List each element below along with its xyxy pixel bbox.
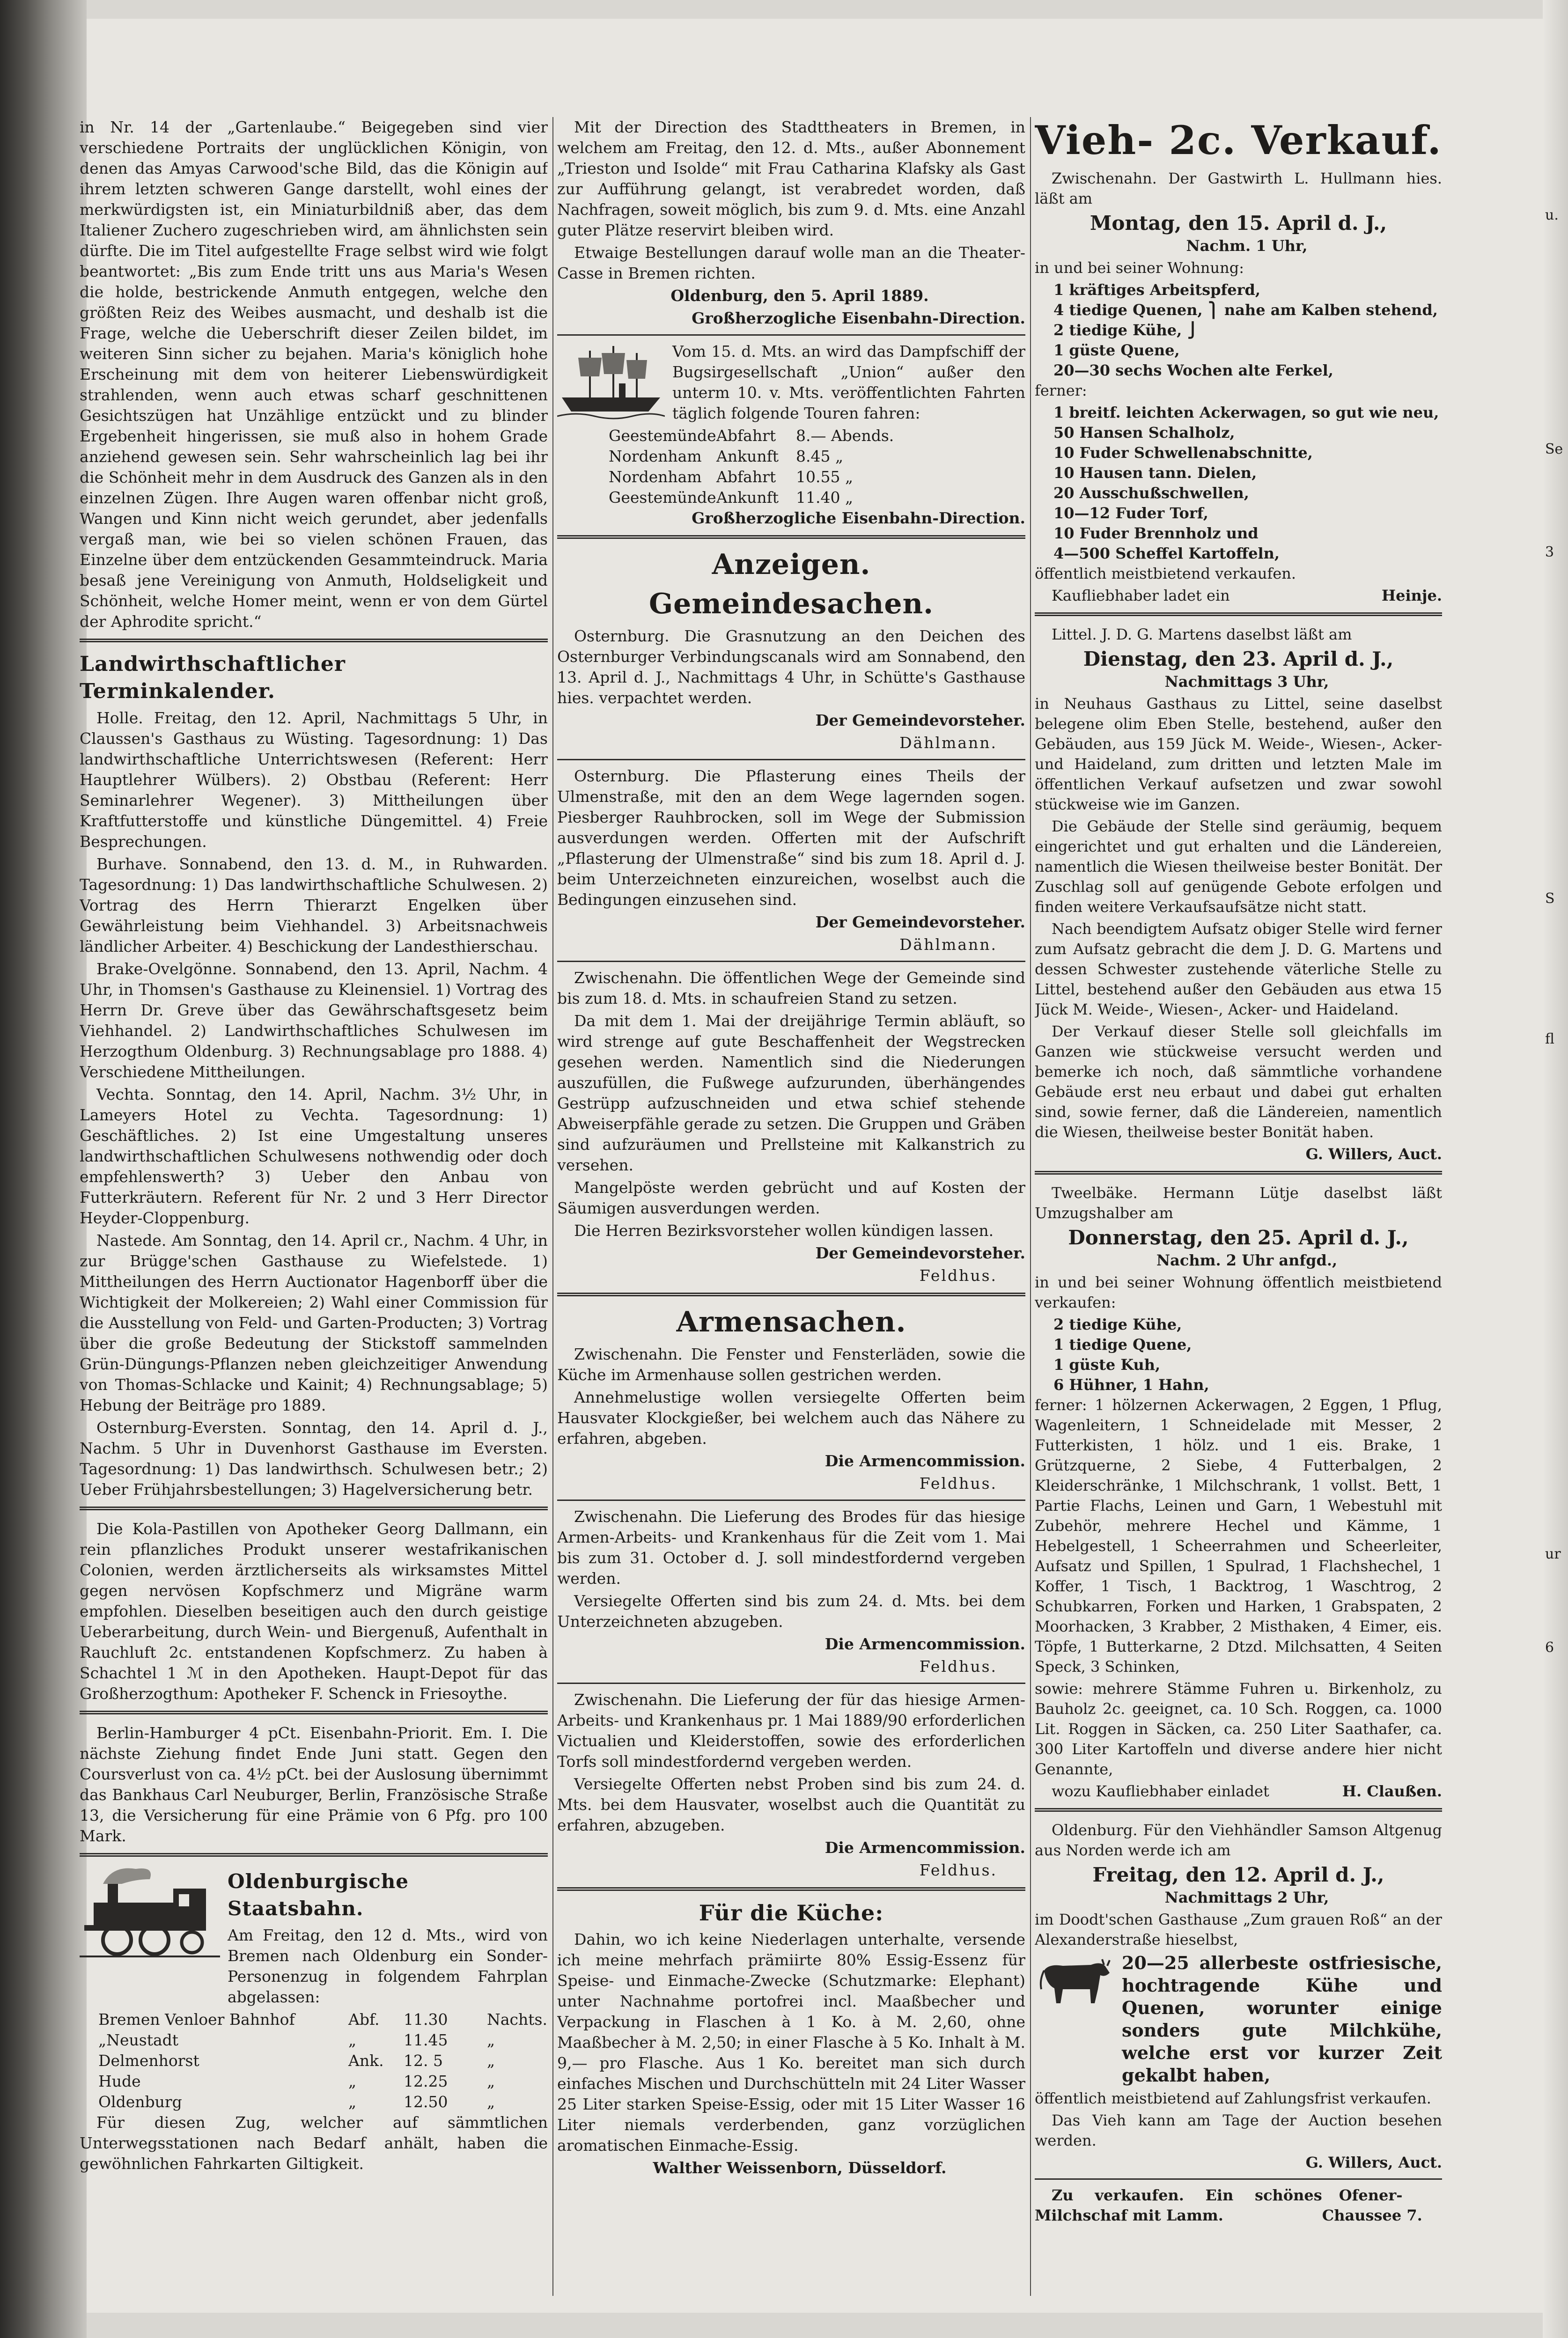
sale-item: 50 Hansen Schalholz, bbox=[1053, 424, 1235, 441]
bahn-schedule bbox=[98, 2009, 548, 2112]
gem1-name: Dählmann. bbox=[899, 734, 997, 752]
margin-fragment: 3 bbox=[1545, 544, 1554, 560]
v1-ferner: ferner: bbox=[1035, 382, 1087, 399]
schedule-suffix: „ bbox=[487, 2031, 495, 2049]
v1-end-row bbox=[1035, 586, 1442, 606]
schedule-mode: Abfahrt bbox=[716, 426, 776, 445]
schedule-mode: Abfahrt bbox=[716, 468, 776, 486]
divider bbox=[1035, 1171, 1442, 1176]
sale-item: 4 tiedige Quenen, ⎫ nahe am Kalben stehend, bbox=[1053, 301, 1438, 319]
sale-item: 6 Hühner, 1 Hahn, bbox=[1053, 1376, 1209, 1394]
schedule-time: 8.— Abends. bbox=[796, 426, 894, 445]
arm1-text2: Annehmelustige wollen versiegelte Offerten beim Hausvater Klockgießer, bei welchem auch das Nähere zu erfahren, abgeben. bbox=[557, 1388, 1025, 1448]
schedule-mode: Ankunft bbox=[716, 447, 779, 465]
kola-ad: Die Kola-Pastillen von Apotheker Georg Dallmann, ein rein pflanzliches Produkt unserer westafrikanischen Colonien, werden ärztlicherseits als wirksamstes Mittel gegen nervösen Kopfschmerz und Migräne warm empfohlen. Dieselben beseitigen auch den durch geistige Ueberarbeitung, durch Wein- und Biergenuß, Aufenthalt in Rauchluft 2c. entstandenen Kopfschmerz. Zu haben à Schachtel 1 ℳ in den Apotheken. Haupt-Depot für das Großherzogthum: Apotheker F. Schenck in Friesoythe. bbox=[80, 1520, 548, 1703]
schedule-station: Nordenham bbox=[609, 447, 702, 465]
sale-item: 10—12 Fuder Torf, bbox=[1053, 504, 1208, 522]
v1-items bbox=[1035, 280, 1442, 381]
v1-time: Nachm. 1 Uhr, bbox=[1186, 237, 1308, 255]
v3-intro: Tweelbäke. Hermann Lütje daselbst läßt Umzugshalber am bbox=[1035, 1184, 1442, 1222]
dampf-schedule bbox=[609, 426, 1025, 508]
gem3-text3: Mangelpöste werden gebrücht und auf Kosten der Säumigen ausverdungen werden. bbox=[557, 1178, 1025, 1217]
gem2-name: Dählmann. bbox=[899, 935, 997, 954]
schedule-mode: „ bbox=[348, 2031, 357, 2049]
dampf-ad bbox=[557, 341, 1025, 426]
cow-icon bbox=[1035, 1952, 1114, 2008]
sale-item: 10 Hausen tann. Dielen, bbox=[1053, 464, 1257, 482]
schedule-suffix: „ bbox=[487, 2072, 495, 2090]
v2-date: Dienstag, den 23. April d. J., bbox=[1083, 647, 1394, 670]
v4-text2: öffentlich meistbietend auf Zahlungsfrist verkaufen. bbox=[1035, 2089, 1431, 2107]
divider bbox=[557, 1293, 1025, 1298]
column-rule bbox=[1030, 117, 1031, 2296]
page-edge bbox=[1543, 0, 1568, 2338]
divider bbox=[1035, 1808, 1442, 1814]
schedule-station: Delmenhorst bbox=[98, 2051, 199, 2070]
v5-sig: Ofener-Chaussee 7. bbox=[1322, 2186, 1422, 2224]
divider bbox=[557, 1500, 1025, 1501]
dampf-text: Vom 15. d. Mts. an wird das Dampfschiff der Bugsirgesellschaft „Union“ außer den unterm 10. v. Mts. veröffentlichten Fahrten täglich folgende Touren fahren: bbox=[672, 342, 1025, 422]
kalender-entry: Brake-Ovelgönne. Sonnabend, den 13. April, Nachm. 4 Uhr, in Thomsen's Gasthause zu Kleinensiel. 1) Vortrag des Herrn Dr. Greve über das Gewährschaftsgesetz beim Viehhandel. 2) Landwirthschaftliches Schulwesen im Herzogthum Oldenburg. 3) Rechnungsablage pro 1888. 4) Verschiedene Mittheilungen. bbox=[80, 960, 548, 1081]
arm3-text2: Versiegelte Offerten nebst Proben sind bis zum 24. d. Mts. bei dem Hausvater, woselbst auch die Quantität zu erfahren, abzugeben. bbox=[557, 1775, 1025, 1834]
schedule-time: 11.30 bbox=[404, 2010, 448, 2029]
v3-sig: H. Claußen. bbox=[1342, 1782, 1442, 1800]
gem2-sig: Der Gemeindevorsteher. bbox=[815, 913, 1025, 931]
v3-lead: in und bei seiner Wohnung öffentlich meistbietend verkaufen: bbox=[1035, 1273, 1442, 1311]
berlin-ad: Berlin-Hamburger 4 pCt. Eisenbahn-Priorit. Em. I. Die nächste Ziehung findet Ende Juni statt. Gegen den Coursverlust von ca. 4½ pCt. bei der Auslosung übernimmt das Bankhaus Carl Neuburger, Berlin, Französische Straße 13, die Versicherung für eine Prämie von 6 Pfg. pro 100 Mark. bbox=[80, 1724, 548, 1845]
schedule-time: 12.50 bbox=[404, 2093, 448, 2111]
arm2-name: Feldhus. bbox=[919, 1657, 997, 1676]
v4-time: Nachmittags 2 Uhr, bbox=[1164, 1889, 1329, 1906]
sale-item: 4—500 Scheffel Kartoffeln, bbox=[1053, 544, 1280, 562]
v2-sig: G. Willers, Auct. bbox=[1305, 1145, 1442, 1163]
bahn-footer: Für diesen Zug, welcher auf sämmtlichen Unterwegsstationen nach Bedarf anhält, haben die gewöhnlichen Fahrkarten Giltigkeit. bbox=[80, 2113, 548, 2173]
v4-sig: G. Willers, Auct. bbox=[1305, 2154, 1442, 2171]
divider bbox=[80, 1711, 548, 1716]
kueche-title: Für die Küche: bbox=[699, 1900, 884, 1926]
theater-text2: Etwaige Bestellungen darauf wolle man an die Theater-Casse in Bremen richten. bbox=[557, 243, 1025, 282]
kalender-list bbox=[80, 708, 548, 1500]
v3-text2: sowie: mehrere Stämme Fuhren u. Birkenholz, zu Bauholz 2c. geeignet, ca. 10 Sch. Roggen, ca. 1000 Lit. Roggen in Säcken, ca. 250 Liter Saathafer, ca. 300 Liter Kartoffeln und diverse andere hier nicht Genannte, bbox=[1035, 1680, 1442, 1778]
schedule-mode: Abf. bbox=[348, 2010, 380, 2029]
sale-item: 10 Fuder Brennholz und bbox=[1053, 524, 1259, 542]
v3-end: wozu Kaufliebhaber einladet bbox=[1052, 1782, 1269, 1800]
kalender-title: Landwirthschaftlicher Terminkalender. bbox=[80, 652, 346, 703]
arm2-text: Zwischenahn. Die Lieferung des Brodes für das hiesige Armen-Arbeits- und Krankenhaus für die Zeit vom 1. Mai bis zum 31. October d. J. soll mindestfordernd vergeben werden. bbox=[557, 1507, 1025, 1588]
kueche-text: Dahin, wo ich keine Niederlagen unterhalte, versende ich meine mehrfach prämiirte 80% Essig-Essenz für Speise- und Einmache-Zwecke (Schutzmarke: Elephant) unter Nachnahme portofrei incl. Maaßbecher und Verpackung in Flaschen à 1 Ko. à M. 2,60, ohne Maaßbecher à M. 2,50; in einer Flasche à 5 Ko. Inhalt à M. 9,— pro Flasche. Aus 1 Ko. bereitet man sich durch einfaches Mischen und Durchschütteln mit 24 Liter Wasser 25 Liter starken Speise-Essig, oder mit 15 Liter Wasser 16 Liter niemals verderbenden, ganz vorzüglichen aromatischen Einmache-Essig. bbox=[557, 1930, 1025, 2154]
v1-end2: Kaufliebhaber ladet ein bbox=[1052, 587, 1230, 604]
bahn-ad bbox=[80, 1865, 548, 2009]
bahn-text: Am Freitag, den 12 d. Mts., wird von Bremen nach Oldenburg ein Sonder-Personenzug in folgendem Fahrplan abgelassen: bbox=[228, 1926, 548, 2006]
v4-big1: 20—25 allerbeste ostfriesische, hochtragende Kühe und Quenen, worunter einige sonders gute Milchkühe, welche erst vor kurzer Zeit gekalbt haben, bbox=[1122, 1952, 1442, 2086]
schedule-station: Hude bbox=[98, 2072, 141, 2090]
margin-fragment: 6 bbox=[1545, 1640, 1554, 1656]
sale-item: 1 breitf. leichten Ackerwagen, so gut wie neu, bbox=[1053, 404, 1439, 421]
gem1-sig: Der Gemeindevorsteher. bbox=[815, 711, 1025, 729]
schedule-time: 11.40 „ bbox=[796, 488, 854, 507]
sale-item: 1 güste Quene, bbox=[1053, 341, 1180, 359]
schedule-time: 11.45 bbox=[404, 2031, 448, 2049]
v1-intro: Zwischenahn. Der Gastwirth L. Hullmann hies. läßt am bbox=[1035, 169, 1442, 207]
margin-fragment: u. bbox=[1545, 207, 1559, 223]
v4-text3: Das Vieh kann am Tage der Auction besehen werden. bbox=[1035, 2111, 1442, 2149]
column-rule bbox=[552, 117, 553, 2296]
v3-items bbox=[1035, 1315, 1442, 1395]
theater-sig: Großherzogliche Eisenbahn-Direction. bbox=[692, 309, 1025, 327]
theater-text: Mit der Direction des Stadttheaters in Bremen, in welchem am Freitag, den 12. d. Mts., außer Abonnement „Trieston und Isolde“ mit Frau Catharina Klafsky als Gast zur Aufführung gelangt, ist verabredet worden, daß Nachfragen, soweit möglich, bis zum 9. d. Mts. eine Anzahl guter Plätze reservirt bleiben wird. bbox=[557, 118, 1025, 239]
arm1-name: Feldhus. bbox=[919, 1474, 997, 1492]
kalender-entry: Burhave. Sonnabend, den 13. d. M., in Ruhwarden. Tagesordnung: 1) Das landwirthschaftliche Schulwesen. 2) Vortrag des Herrn Thierarzt Engelken über Gewährleistung beim Viehhandel. 3) Arbeitsnachweis ländlicher Arbeiter. 4) Beschickung der Landesthierschau. bbox=[80, 855, 548, 956]
schedule-time: 8.45 „ bbox=[796, 447, 844, 465]
arm3-text: Zwischenahn. Die Lieferung der für das hiesige Armen-Arbeits- und Krankenhaus pr. 1 Mai 1889/90 erforderlichen Victualien und Kleiderstoffen, sowie des erforderlichen Torfs soll mindestfordernd vergeben werden. bbox=[557, 1691, 1025, 1771]
v5-text: Zu verkaufen. Ein schönes Milchschaf mit Lamm. bbox=[1035, 2186, 1322, 2224]
gem3-name: Feldhus. bbox=[919, 1266, 997, 1285]
v3-date: Donnerstag, den 25. April d. J., bbox=[1068, 1226, 1409, 1249]
v1-end: öffentlich meistbietend verkaufen. bbox=[1035, 565, 1296, 582]
schedule-mode: Ankunft bbox=[716, 488, 779, 507]
vieh-title: Vieh- 2c. Verkauf. bbox=[1035, 117, 1442, 163]
sale-item: 10 Fuder Schwellenabschnitte, bbox=[1053, 444, 1313, 462]
kalender-entry: Nastede. Am Sonntag, den 14. April cr., Nachm. 4 Uhr, in zur Brügge'schen Gasthause zu Wiefelstede. 1) Mittheilungen des Herrn Auctionator Hagenborff über die Wichtigkeit der Molkereien; 2) Wahl einer Commission für die Ausstellung von Feld- und Garten-Producten; 3) Vortrag über die große Bedeutung der Stickstoff sammelnden Grün-Düngungs-Pflanzen neben gleichzeitiger Anwendung von Thomas-Schlacke und Kainit; 4) Rechnungsablage; 5) Hebung der Beiträge pro 1889. bbox=[80, 1231, 548, 1414]
margin-fragment: fl bbox=[1545, 1031, 1555, 1047]
v2-intro: Littel. J. D. G. Martens daselbst läßt am bbox=[1052, 625, 1352, 643]
arm1-sig: Die Armencommission. bbox=[824, 1452, 1025, 1470]
column-right bbox=[1035, 117, 1442, 2296]
divider bbox=[80, 1507, 548, 1512]
schedule-station: Bremen Venloer Bahnhof bbox=[98, 2010, 295, 2029]
schedule-time: 10.55 „ bbox=[796, 468, 854, 486]
arm3-sig: Die Armencommission. bbox=[824, 1838, 1025, 1857]
sale-item: 2 tiedige Kühe, ⎭ bbox=[1053, 321, 1199, 339]
divider bbox=[1035, 2178, 1442, 2180]
schedule-suffix: „ bbox=[487, 2051, 495, 2070]
dampf-sig: Großherzogliche Eisenbahn-Direction. bbox=[692, 509, 1025, 527]
schedule-station: Nordenham bbox=[609, 468, 702, 486]
intro-paragraph: in Nr. 14 der „Gartenlaube.“ Beigegeben sind vier verschiedene Portraits der unglücklichen Königin, von denen das Amyas Carwood'sche Bild, das die Königin auf ihrem letzten schweren Gange darstellt, wohl eines der merkwürdigsten ist, ein Miniaturbildniß aber, das dem Italiener Zuchero zugeschrieben wird, am ähnlichsten sein dürfte. Die im Titel aufgestellte Frage selbst wird wie folgt beantwortet: „Bis zum Ende tritt uns aus Maria's Wesen die holde, bestrickende Anmuth entgegen, welche den größten Reiz des Weibes ausmacht, und deshalb ist die Frage, welche die Ueberschrift dieser Zeilen bildet, im weiteren Sinn sicher zu bejahen. Maria's königlich hohe Erscheinung mit dem von heiterer Liebenswürdigkeit strahlenden, wenn auch etwas scharf geschnittenen Gesichtszügen hat Unzählige entzückt und zu blinder Ergebenheit hingerissen, sie muß also in hohem Grade anziehend gewesen sein. Sehr wahrscheinlich lag bei ihr die Schönheit mehr in dem Ausdruck des Ganzen als in den einzelnen Zügen. Ihre Augen waren offenbar nicht groß, Wangen und Kinn nicht weich gerundet, aber jedenfalls vergaß man, wie bei so vielen schönen Frauen, das Einzelne über dem entzückenden Gesammteindruck. Maria besaß jene Vereinigung von Anmuth, Holdseligkeit und Schönheit, welche Homer meint, wenn er von dem Gürtel der Aphrodite spricht.“ bbox=[80, 118, 548, 631]
schedule-mode: Ank. bbox=[348, 2051, 384, 2070]
theater-date: Oldenburg, den 5. April 1889. bbox=[670, 287, 929, 305]
anzeigen-title: Anzeigen. bbox=[712, 548, 871, 581]
v5-row bbox=[1035, 2185, 1442, 2226]
arm3-name: Feldhus. bbox=[919, 1861, 997, 1879]
v1-items2 bbox=[1035, 403, 1442, 564]
schedule-suffix: „ bbox=[487, 2093, 495, 2111]
divider bbox=[557, 1683, 1025, 1684]
kalender-entry: Osternburg-Eversten. Sonntag, den 14. April d. J., Nachm. 5 Uhr in Duvenhorst Gasthause im Eversten. Tagesordnung: 1) Das landwirthsch. Schulwesen betr.; 2) Ueber Frühjahrsbestellungen; 3) Hagelversicherung betr. bbox=[80, 1419, 548, 1499]
sale-item: 20—30 sechs Wochen alte Ferkel, bbox=[1053, 361, 1333, 379]
v1-lead: in und bei seiner Wohnung: bbox=[1035, 259, 1244, 277]
arm1-text: Zwischenahn. Die Fenster und Fensterläden, sowie die Küche im Armenhause sollen gestrichen werden. bbox=[557, 1345, 1025, 1384]
margin-fragment: Se bbox=[1545, 441, 1563, 457]
gem3-sig: Der Gemeindevorsteher. bbox=[815, 1244, 1025, 1262]
v2-text4: Der Verkauf dieser Stelle soll gleichfalls im Ganzen wie stückweise versucht werden und bemerke ich noch, daß sämmtliche vorhandene Gebäude erst neu erbaut und dabei gut erhalten sind, sowie ferner, daß die Ländereien, namentlich die Wiesen, theilweise bester Bonität haben. bbox=[1035, 1022, 1442, 1141]
kalender-entry: Vechta. Sonntag, den 14. April, Nachm. 3½ Uhr, in Lameyers Hotel zu Vechta. Tagesordnung: 1) Geschäftliches. 2) Ist eine Umgestaltung unseres landwirthschaftlichen Schulwesens nothwendig oder doch empfehlenswerth? 3) Ueber den Anbau von Futterkräutern. Referent für Nr. 2 und 3 Herr Director Heyder-Cloppenburg. bbox=[80, 1085, 548, 1227]
kalender-entry: Holle. Freitag, den 12. April, Nachmittags 5 Uhr, in Claussen's Gasthaus zu Wüsting. Tagesordnung: 1) Das landwirthschaftliche Unterrichtswesen (Referent: Herr Hauptlehrer Wülbers). 2) Obstbau (Referent: Herr Seminarlehrer Wegener). 3) Mittheilungen über Kraftfutterstoffe und künstliche Düngemittel. 4) Freie Besprechungen. bbox=[80, 709, 548, 851]
sale-item: 20 Ausschußschwellen, bbox=[1053, 484, 1249, 502]
steamship-icon bbox=[557, 341, 665, 421]
schedule-station: Oldenburg bbox=[98, 2093, 182, 2111]
v2-text2: Die Gebäude der Stelle sind geräumig, bequem eingerichtet und gut erhalten und die Ländereien, namentlich die Wiesen theilweise bester Bonität. Der Zuschlag soll auf genügende Gebote erfolgen und finden weitere Verkaufsaufsätze nicht statt. bbox=[1035, 817, 1442, 916]
sale-item: 2 tiedige Kühe, bbox=[1053, 1316, 1182, 1333]
bahn-title: Oldenburgische Staatsbahn. bbox=[228, 1870, 409, 1920]
v2-time: Nachmittags 3 Uhr, bbox=[1164, 673, 1329, 691]
locomotive-icon bbox=[80, 1865, 220, 1959]
divider bbox=[557, 535, 1025, 541]
gem3-text2: Da mit dem 1. Mai der dreijährige Termin abläuft, so wird strenge auf gute Beschaffenheit der Wegstrecken gesehen werden. Namentlich sind die Niederungen auszufüllen, die Fußwege aufzurunden, überhängendes Gestrüpp aufzuschneiden und etwa schief stehende Abweiserpfähle gerade zu setzen. Die Gruppen und Gräben sind aufzuräumen und Prellsteine mit Kalkanstrich zu versehen. bbox=[557, 1012, 1025, 1174]
schedule-station: Geestemünde bbox=[609, 488, 716, 507]
arm2-text2: Versiegelte Offerten sind bis zum 24. d. Mts. bei dem Unterzeichneten abzugeben. bbox=[557, 1592, 1025, 1631]
v4-intro: Oldenburg. Für den Viehhändler Samson Altgenug aus Norden werde ich am bbox=[1035, 1821, 1442, 1859]
v4-text: im Doodt'schen Gasthause „Zum grauen Roß“ an der Alexanderstraße hieselbst, bbox=[1035, 1911, 1442, 1948]
schedule-mode: „ bbox=[348, 2072, 357, 2090]
arm2-sig: Die Armencommission. bbox=[824, 1635, 1025, 1653]
gemeinde-title: Gemeindesachen. bbox=[648, 588, 934, 620]
gem1-text: Osternburg. Die Grasnutzung an den Deichen des Osternburger Verbindungscanals wird am Sonnabend, den 13. April d. J., Nachmittags 4 Uhr, in Schütte's Gasthause hies. verpachtet werden. bbox=[557, 627, 1025, 707]
v3-time: Nachm. 2 Uhr anfgd., bbox=[1156, 1251, 1338, 1269]
v2-text3: Nach beendigtem Aufsatz obiger Stelle wird ferner zum Aufsatz gebracht die dem J. D. G. Martens und dessen Schwester zustehende väterliche Stelle zu Littel, bestehend außer den Gebäuden aus etwa 15 Jück M. Weide-, Wiesen-, Acker- und Haideland. bbox=[1035, 920, 1442, 1018]
divider bbox=[557, 759, 1025, 760]
divider bbox=[557, 1887, 1025, 1893]
schedule-time: 12. 5 bbox=[404, 2051, 443, 2070]
margin-fragment: S bbox=[1545, 890, 1555, 907]
divider bbox=[557, 961, 1025, 962]
gem3-text: Zwischenahn. Die öffentlichen Wege der Gemeinde sind bis zum 18. d. Mts. in schaufreien Stand zu setzen. bbox=[557, 969, 1025, 1007]
divider bbox=[557, 334, 1025, 336]
schedule-station: Geestemünde bbox=[609, 426, 716, 445]
v2-text: in Neuhaus Gasthaus zu Littel, seine daselbst belegene olim Eben Stelle, bestehend, außer den Gebäuden, aus 159 Jück M. Weide-, Wiesen-, Acker- und Haideland, zum dritten und letzten Male im öffentlichen Verkauf aufsetzen und zwar sowohl stückweise wie im Ganzen. bbox=[1035, 695, 1442, 813]
book-binding bbox=[0, 0, 87, 2338]
gem2-text: Osternburg. Die Pflasterung eines Theils der Ulmenstraße, mit den an dem Wege lagernden sogen. Piesberger Rauhbrocken, soll im Wege der Submission ausverdungen werden. Offerten mit der Aufschrift „Pflasterung der Ulmenstraße“ sind bis zum 18. April d. J. beim Unterzeichneten einzureichen, woselbst auch die Bedingungen einzusehen sind. bbox=[557, 767, 1025, 909]
margin-fragment: ur bbox=[1545, 1546, 1561, 1562]
v4-cow-block bbox=[1035, 1952, 1442, 2088]
v3-end-row bbox=[1035, 1781, 1442, 1801]
sale-item: 1 tiedige Quene, bbox=[1053, 1336, 1192, 1353]
schedule-station: „Neustadt bbox=[98, 2031, 179, 2049]
v3-text: ferner: 1 hölzernen Ackerwagen, 2 Eggen, 1 Pflug, Wagenleitern, 1 Schneidelade mit Messer, 2 Futterkisten, 1 hölz. und 1 eis. Brake, 1 Grützquerne, 2 Siebe, 4 Futterbalgen, 2 Kleiderschränke, 1 Milchschrank, 1 vollst. Bett, 1 Partie Flachs, Leinen und Garn, 1 Webestuhl mit Zubehör, mehrere Hechel und Kämme, 1 Hebelgestell, 1 Scheerrahmen und Scheerleiter, Aufsatz und Spillen, 1 Spulrad, 1 Flachshechel, 1 Koffer, 1 Tisch, 1 Backtrog, 1 Waschtrog, 2 Schubkarren, Forken und Harken, 1 Grabspaten, 2 Moorhacken, 3 Krabber, 2 Misthaken, 4 Eimer, eis. Töpfe, 1 Butterkarne, 2 Dtzd. Milchsatten, 4 Seiten Speck, 3 Schinken, bbox=[1035, 1396, 1442, 1676]
schedule-time: 12.25 bbox=[404, 2072, 448, 2090]
v1-sig: Heinje. bbox=[1381, 587, 1442, 604]
sale-item: 1 güste Kuh, bbox=[1053, 1356, 1161, 1374]
sale-item: 1 kräftiges Arbeitspferd, bbox=[1053, 281, 1261, 299]
divider bbox=[80, 639, 548, 644]
v1-date: Montag, den 15. April d. J., bbox=[1090, 212, 1387, 235]
column-left bbox=[80, 117, 548, 2296]
column-middle bbox=[557, 117, 1025, 2296]
kueche-sig: Walther Weissenborn, Düsseldorf. bbox=[653, 2159, 947, 2177]
divider bbox=[1035, 612, 1442, 618]
divider bbox=[80, 1853, 548, 1859]
gem3-text4: Die Herren Bezirksvorsteher wollen kündigen lassen. bbox=[574, 1221, 994, 1240]
armen-title: Armensachen. bbox=[676, 1306, 906, 1338]
v4-date: Freitag, den 12. April d. J., bbox=[1092, 1863, 1384, 1886]
schedule-mode: „ bbox=[348, 2093, 357, 2111]
schedule-suffix: Nachts. bbox=[487, 2010, 547, 2029]
